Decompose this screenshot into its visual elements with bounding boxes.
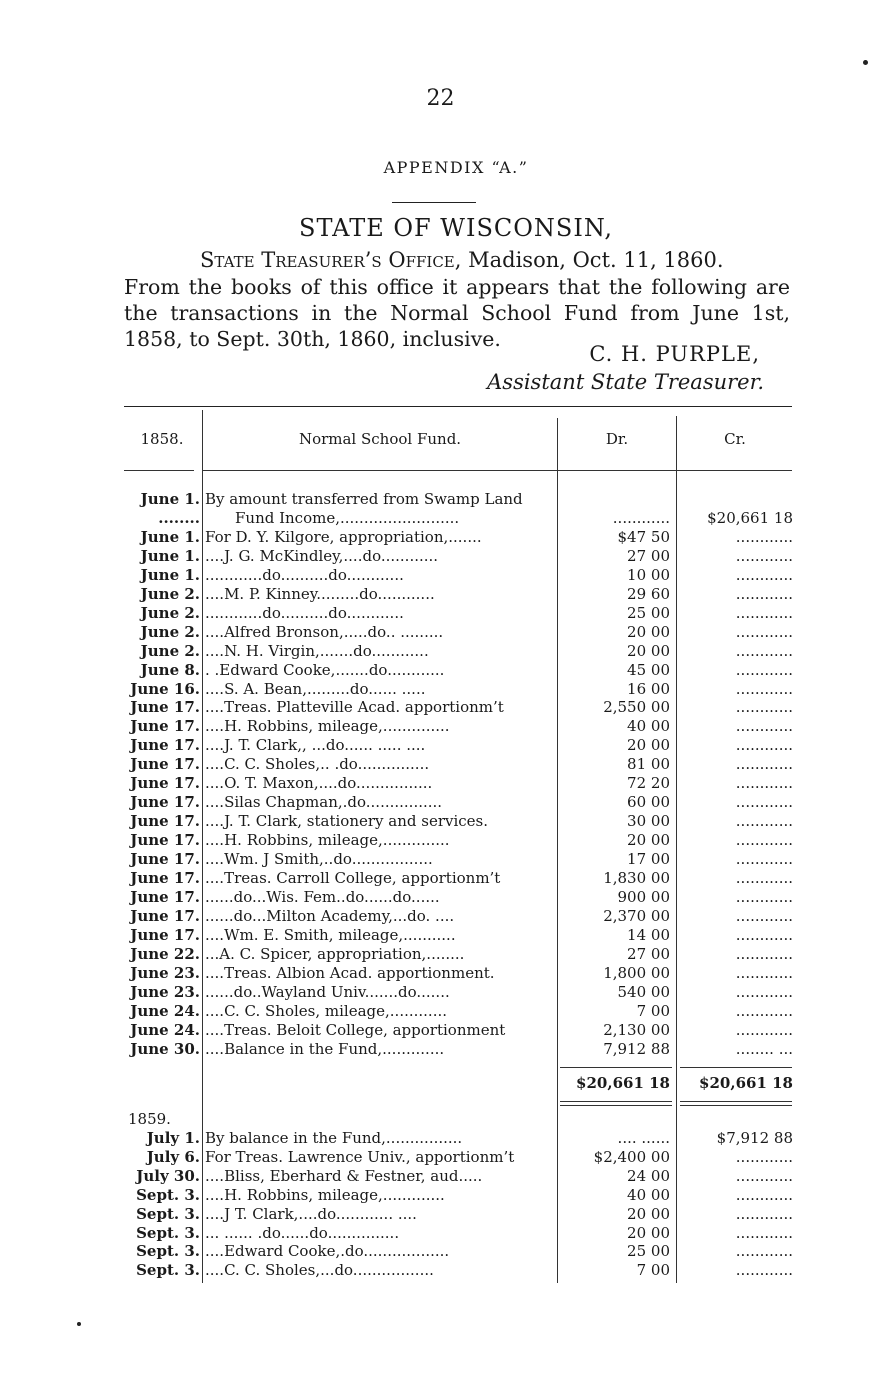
entry-credit: $20,661 18 [707, 508, 793, 527]
entry-credit: ............ [735, 736, 793, 755]
entry-credit: ............ [735, 1001, 793, 1020]
entry-credit: ............ [735, 1185, 793, 1204]
entry-description: ....Silas Chapman,.do................ [205, 793, 443, 812]
entry-date: Sept. 3. [136, 1204, 200, 1223]
entry-date: Sept. 3. [136, 1242, 200, 1261]
ink-speck-bottom [77, 1322, 81, 1326]
entry-credit: ............ [735, 565, 793, 584]
header-rule-fund [203, 470, 557, 471]
entry-description: ....H. Robbins, mileage,............. [205, 1185, 445, 1204]
entry-credit: ............ [735, 963, 793, 982]
entry-description: ....J. T. Clark,, ...do...... ..... .... [205, 736, 426, 755]
entry-debit: 1,830 00 [603, 869, 670, 887]
entry-credit: ............ [735, 812, 793, 831]
entry-credit: ............ [735, 925, 793, 944]
entry-date: June 17. [130, 831, 200, 850]
ledger-row [0, 547, 881, 566]
office-name: State Treasurer’s Office [200, 248, 455, 272]
entry-debit: 10 00 [627, 565, 670, 584]
entry-description: ....Wm. J Smith,..do................. [205, 850, 433, 869]
entry-date: June 22. [130, 944, 200, 963]
entry-description: ....Wm. E. Smith, mileage,........... [205, 925, 456, 944]
entry-date: July 1. [146, 1129, 200, 1147]
ledger-row [0, 717, 881, 736]
entry-date: June 2. [140, 603, 200, 622]
header-rule-year [124, 470, 194, 471]
entry-date: July 30. [136, 1166, 200, 1185]
entry-date: June 23. [130, 982, 200, 1001]
entry-credit: ............ [735, 1204, 793, 1223]
entry-date: June 2. [140, 622, 200, 641]
entry-description: ....Treas. Carroll College, apportionm’t [205, 869, 501, 887]
entry-debit: 7 00 [636, 1001, 670, 1020]
header-dr: Dr. [605, 430, 629, 448]
total-double-rule-cr-1 [680, 1101, 792, 1102]
entry-date: June 17. [130, 925, 200, 944]
year-1859: 1859. [128, 1110, 171, 1128]
entry-credit: ............ [735, 1166, 793, 1185]
entry-debit: 20 00 [627, 1223, 670, 1242]
entry-date: June 30. [130, 1039, 200, 1058]
entry-debit: 40 00 [627, 1185, 670, 1204]
entry-date: ........ [158, 508, 200, 527]
ledger-row [0, 945, 881, 964]
entry-credit: ............ [735, 698, 793, 717]
ledger-row [0, 869, 881, 888]
header-rule-cr [677, 470, 792, 471]
entry-description: ...A. C. Spicer, appropriation,........ [205, 944, 465, 963]
entry-description: ....J. G. McKindley,....do............ [205, 546, 439, 565]
ledger-row [0, 964, 881, 983]
entry-credit: ............ [735, 622, 793, 641]
entry-debit: 20 00 [627, 1204, 670, 1223]
table-top-rule [124, 406, 792, 407]
entry-debit: 25 00 [627, 1242, 670, 1261]
entry-debit: 17 00 [627, 850, 670, 869]
entry-date: July 6. [146, 1147, 200, 1166]
entry-credit: ............ [735, 641, 793, 660]
page-number: 22 [426, 86, 455, 111]
ledger-row [0, 831, 881, 850]
entry-description: ....C. C. Sholes,...do................. [205, 1261, 434, 1280]
ledger-row [0, 490, 881, 509]
entry-credit: ............ [735, 1223, 793, 1242]
entry-debit: 27 00 [627, 944, 670, 963]
entry-description: ....J. T. Clark, stationery and services. [205, 812, 489, 831]
entry-date: June 17. [130, 906, 200, 925]
entry-credit: $7,912 88 [716, 1129, 793, 1147]
entry-description: ....S. A. Bean,.........do...... ..... [205, 679, 426, 698]
entry-debit: 30 00 [627, 812, 670, 831]
entry-date: June 1. [140, 546, 200, 565]
entry-debit: 20 00 [627, 736, 670, 755]
entry-credit: ............ [735, 603, 793, 622]
entry-description: For D. Y. Kilgore, appropriation,....... [205, 527, 482, 546]
entry-credit: ............ [735, 1261, 793, 1280]
intro-paragraph: From the books of this office it appears that the following are the transactions in the Normal School Fund from June 1st, 1858, to Sept. 30th, 1860, inclusive. [124, 275, 790, 351]
entry-debit: 29 60 [627, 584, 670, 603]
entry-date: June 8. [140, 660, 200, 679]
entry-debit: 900 00 [617, 887, 670, 906]
entry-date: June 23. [130, 963, 200, 982]
header-rule-dr [558, 470, 676, 471]
entry-description: ....H. Robbins, mileage,.............. [205, 717, 450, 736]
entry-debit: ............ [612, 508, 670, 527]
entry-description: By balance in the Fund,................ [205, 1129, 463, 1147]
entry-credit: ............ [735, 1147, 793, 1166]
entry-debit: 20 00 [627, 831, 670, 850]
entry-date: Sept. 3. [136, 1185, 200, 1204]
heading-rule [392, 202, 476, 203]
ledger-row [0, 642, 881, 661]
entry-date: June 17. [130, 755, 200, 774]
entry-debit: $47 50 [617, 527, 670, 546]
ledger-row [0, 755, 881, 774]
ledger-row [0, 528, 881, 547]
entry-date: June 17. [130, 774, 200, 793]
entry-credit: ............ [735, 717, 793, 736]
entry-debit: 540 00 [617, 982, 670, 1001]
ledger-row [0, 661, 881, 680]
ledger-row [0, 736, 881, 755]
ledger-row [0, 1224, 881, 1243]
entry-credit: ............ [735, 660, 793, 679]
entry-debit: .... ...... [617, 1129, 670, 1147]
entry-description: ............do..........do............ [205, 603, 404, 622]
ledger-row [0, 509, 881, 528]
appendix-heading: APPENDIX “A.” [383, 158, 529, 177]
state-title: STATE OF WISCONSIN, [299, 214, 613, 242]
entry-description: ......do...Wis. Fem..do......do...... [205, 887, 440, 906]
entry-debit: 45 00 [627, 660, 670, 679]
entry-description: ....J T. Clark,....do............ .... [205, 1204, 417, 1223]
ledger-row [0, 812, 881, 831]
entry-debit: 2,130 00 [603, 1020, 670, 1039]
entry-date: June 1. [140, 527, 200, 546]
entry-date: Sept. 3. [136, 1261, 200, 1280]
ledger-row [0, 1167, 881, 1186]
entry-description: ......do...Milton Academy,...do. .... [205, 906, 455, 925]
entry-debit: 25 00 [627, 603, 670, 622]
entry-description: ....C. C. Sholes,.. .do............... [205, 755, 430, 774]
signer-title: Assistant State Treasurer. [487, 370, 764, 394]
entry-description: ....Treas. Beloit College, apportionment [205, 1020, 506, 1039]
entry-description: ... ...... .do......do............... [205, 1223, 400, 1242]
ledger-row [0, 1148, 881, 1167]
total-top-rule-cr [680, 1067, 792, 1068]
entry-credit: ............ [735, 869, 793, 887]
header-year: 1858. [140, 430, 184, 448]
entry-debit: 1,800 00 [603, 963, 670, 982]
ledger-row [0, 983, 881, 1002]
office-line [200, 248, 724, 272]
entry-date: June 17. [130, 717, 200, 736]
ledger-row [0, 926, 881, 945]
ledger-row [0, 566, 881, 585]
entry-date: June 2. [140, 641, 200, 660]
entry-credit: ............ [735, 850, 793, 869]
entry-description: ......do..Wayland Univ.......do....... [205, 982, 450, 1001]
ledger-row [0, 604, 881, 623]
entry-debit: 24 00 [627, 1166, 670, 1185]
entry-date: June 17. [130, 736, 200, 755]
ink-speck-top [863, 60, 868, 65]
entry-credit: ............ [735, 906, 793, 925]
entry-date: June 17. [130, 869, 200, 887]
entry-description: ............do..........do............ [205, 565, 404, 584]
entry-description: By amount transferred from Swamp Land [205, 490, 523, 508]
total-cr: $20,661 18 [699, 1074, 793, 1092]
entry-date: June 17. [130, 793, 200, 812]
entry-debit: 20 00 [627, 641, 670, 660]
entry-date: June 17. [130, 698, 200, 717]
entry-debit: 7 00 [636, 1261, 670, 1280]
entry-date: June 16. [130, 679, 200, 698]
ledger-row [0, 680, 881, 699]
year-1859-row [0, 1110, 881, 1129]
ledger-row [0, 1186, 881, 1205]
entry-debit: 20 00 [627, 622, 670, 641]
ledger-row [0, 1261, 881, 1280]
ledger-row [0, 774, 881, 793]
entry-credit: ............ [735, 831, 793, 850]
ledger-row [0, 888, 881, 907]
entry-credit: ............ [735, 982, 793, 1001]
total-dr: $20,661 18 [576, 1074, 670, 1092]
header-cr: Cr. [724, 430, 746, 448]
header-fund: Normal School Fund. [298, 430, 462, 448]
entry-debit: 16 00 [627, 679, 670, 698]
entry-description: Fund Income,......................... [205, 508, 460, 527]
entry-description: . .Edward Cooke,.......do............ [205, 660, 445, 679]
entry-date: June 2. [140, 584, 200, 603]
entry-description: ....M. P. Kinney.........do............ [205, 584, 435, 603]
ledger-row [0, 1242, 881, 1261]
ledger-row [0, 1129, 881, 1148]
ledger-row [0, 1002, 881, 1021]
entry-credit: ............ [735, 679, 793, 698]
ledger-row [0, 850, 881, 869]
entry-credit: ............ [735, 755, 793, 774]
entry-date: June 17. [130, 850, 200, 869]
entry-date: June 24. [130, 1020, 200, 1039]
ledger-row [0, 623, 881, 642]
entry-credit: ............ [735, 546, 793, 565]
entry-debit: 27 00 [627, 546, 670, 565]
entry-debit: 14 00 [627, 925, 670, 944]
ledger-row [0, 1040, 881, 1059]
entry-credit: ............ [735, 944, 793, 963]
entry-credit: ............ [735, 793, 793, 812]
entry-description: ....Balance in the Fund,............. [205, 1039, 445, 1058]
entry-description: ....O. T. Maxon,....do................ [205, 774, 433, 793]
entry-date: Sept. 3. [136, 1223, 200, 1242]
ledger-row [0, 1205, 881, 1224]
entry-date: June 1. [140, 565, 200, 584]
entry-date: June 24. [130, 1001, 200, 1020]
entry-debit: 60 00 [627, 793, 670, 812]
entry-credit: ............ [735, 887, 793, 906]
entry-debit: 7,912 88 [603, 1039, 670, 1058]
entry-description: ....N. H. Virgin,.......do............ [205, 641, 429, 660]
ledger-row [0, 585, 881, 604]
entry-description: ....C. C. Sholes, mileage,............ [205, 1001, 448, 1020]
total-top-rule-dr [560, 1067, 672, 1068]
entry-description: ....Edward Cooke,.do.................. [205, 1242, 450, 1261]
entry-debit: 2,550 00 [603, 698, 670, 717]
entry-credit: ............ [735, 774, 793, 793]
entry-credit: ........ ... [735, 1039, 793, 1058]
ledger-row [0, 698, 881, 717]
entry-debit: 40 00 [627, 717, 670, 736]
entry-description: ....H. Robbins, mileage,.............. [205, 831, 450, 850]
office-place-date: , Madison, Oct. 11, 1860. [454, 248, 724, 272]
entry-debit: $2,400 00 [593, 1147, 670, 1166]
ledger-row [0, 907, 881, 926]
entry-date: June 17. [130, 812, 200, 831]
ledger-row [0, 793, 881, 812]
entry-description: ....Bliss, Eberhard & Festner, aud..... [205, 1166, 483, 1185]
ledger-row [0, 1021, 881, 1040]
entry-description: ....Treas. Platteville Acad. apportionm’t [205, 698, 504, 717]
entry-debit: 2,370 00 [603, 906, 670, 925]
entry-credit: ............ [735, 527, 793, 546]
entry-description: ....Treas. Albion Acad. apportionment. [205, 963, 495, 982]
entry-date: June 17. [130, 887, 200, 906]
totals-row [0, 1074, 881, 1093]
total-double-rule-dr-1 [560, 1101, 672, 1102]
entry-credit: ............ [735, 1020, 793, 1039]
entry-description: ....Alfred Bronson,.....do.. ......... [205, 622, 444, 641]
entry-debit: 72 20 [627, 774, 670, 793]
entry-debit: 81 00 [627, 755, 670, 774]
total-double-rule-dr-2 [560, 1105, 672, 1106]
entry-date: June 1. [140, 490, 200, 508]
signer-name: C. H. PURPLE, [589, 342, 760, 366]
total-double-rule-cr-2 [680, 1105, 792, 1106]
entry-credit: ............ [735, 1242, 793, 1261]
entry-description: For Treas. Lawrence Univ., apportionm’t [205, 1147, 515, 1166]
entry-credit: ............ [735, 584, 793, 603]
